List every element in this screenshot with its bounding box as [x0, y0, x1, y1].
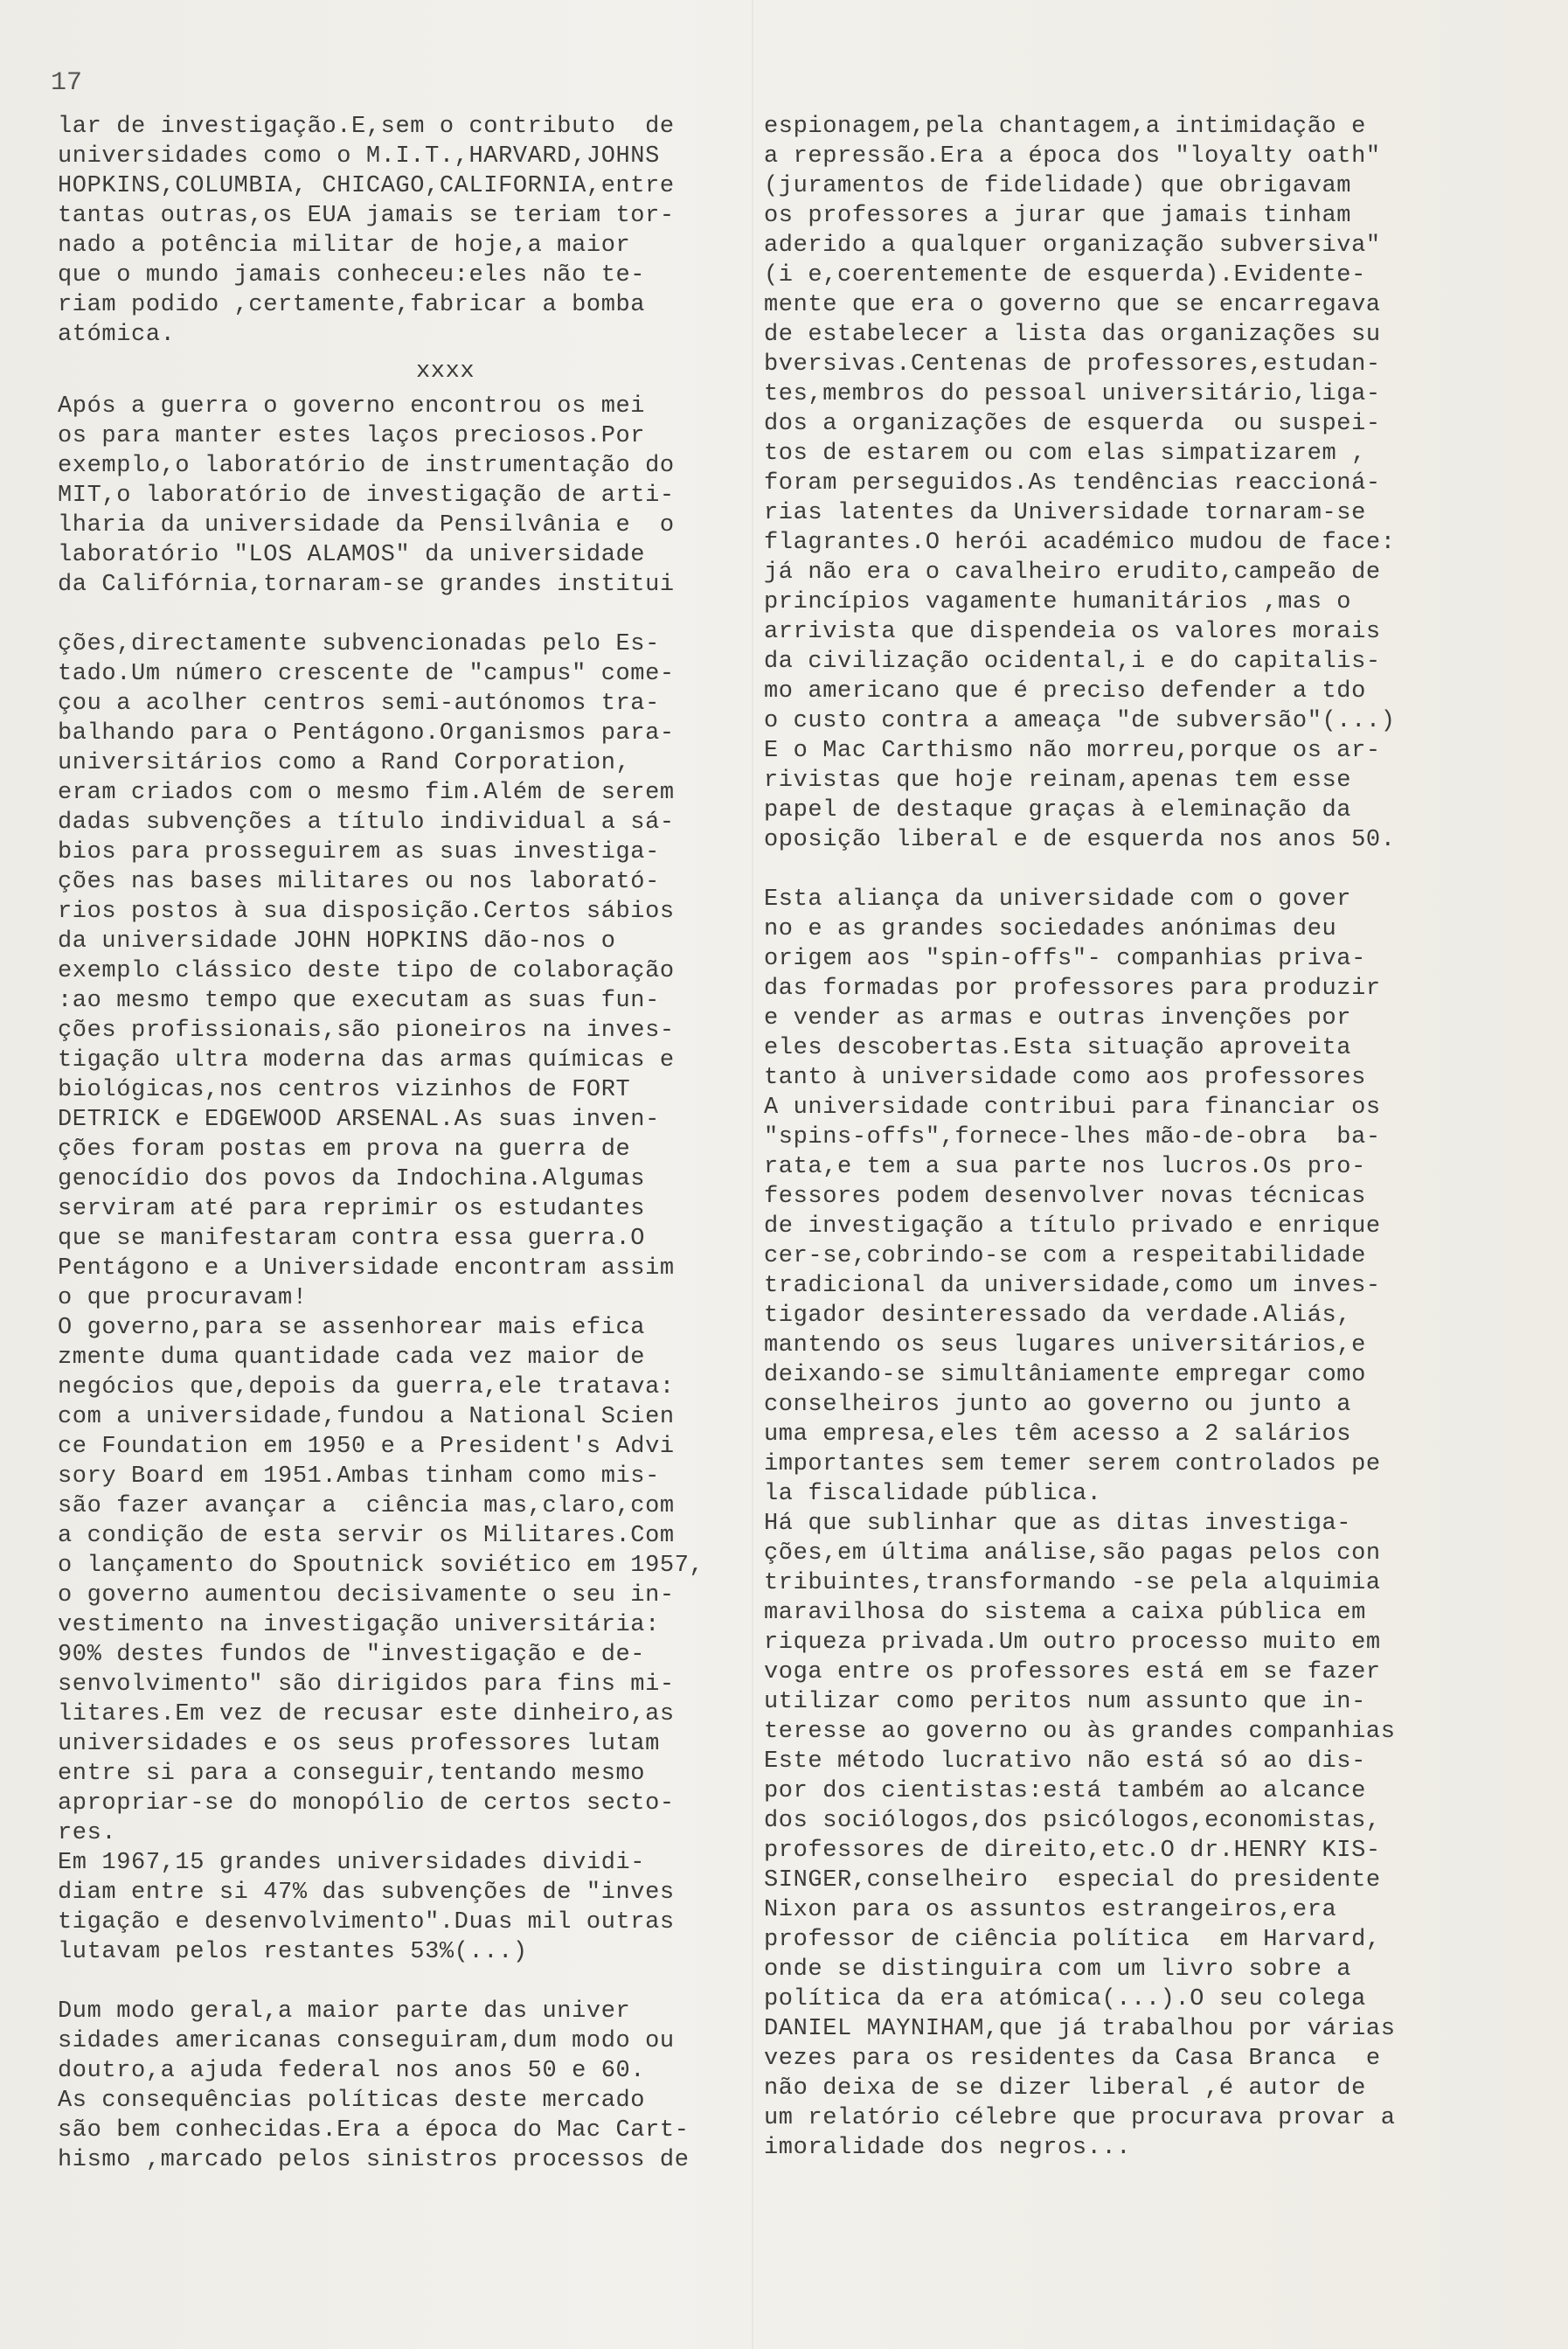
text-line: Em 1967,15 grandes universidades dividi- — [58, 1850, 646, 1876]
text-line: dos a organizações de esquerda ou suspei- — [764, 411, 1381, 437]
text-line: foram perseguidos.As tendências reaccioná- — [764, 470, 1381, 497]
text-line: "spins-offs",fornece-lhes mão-de-obra ba- — [764, 1124, 1381, 1150]
text-line: tigação ultra moderna das armas químicas e — [58, 1047, 675, 1074]
text-line: eram criados com o mesmo fim.Além de serem — [58, 780, 675, 806]
text-line: fessores podem desenvolver novas técnicas — [764, 1184, 1366, 1210]
text-line: lharia da universidade da Pensilvânia e o — [58, 512, 675, 539]
text-line: deixando-se simultâniamente empregar como — [764, 1362, 1366, 1388]
text-line: Nixon para os assuntos estrangeiros,era — [764, 1897, 1337, 1923]
text-line: que o mundo jamais conheceu:eles não te- — [58, 262, 646, 288]
text-line: da universidade JOHN HOPKINS dão-nos o — [58, 928, 616, 955]
text-line: SINGER,conselheiro especial do presidente — [764, 1867, 1381, 1894]
text-line: imoralidade dos negros... — [764, 2135, 1132, 2161]
text-line: dos sociólogos,dos psicólogos,economistas, — [764, 1808, 1381, 1834]
text-line: da Califórnia,tornaram-se grandes institui — [58, 572, 675, 598]
text-line: onde se distinguira com um livro sobre a — [764, 1956, 1352, 1983]
text-line: entre si para a conseguir,tentando mesmo — [58, 1761, 646, 1787]
text-line: tado.Um número crescente de "campus" come- — [58, 661, 675, 687]
text-line: zmente duma quantidade cada vez maior de — [58, 1345, 646, 1371]
text-line: ções foram postas em prova na guerra de — [58, 1136, 631, 1163]
text-line: ções profissionais,são pioneiros na inves- — [58, 1018, 675, 1044]
text-line: e vender as armas e outras invenções por — [764, 1005, 1352, 1032]
text-line: não deixa de se dizer liberal ,é autor de — [764, 2075, 1366, 2102]
text-line: oposição liberal e de esquerda nos anos 50. — [764, 827, 1396, 853]
text-line: o que procuravam! — [58, 1285, 308, 1311]
text-line: política da era atómica(...).O seu colega — [764, 1986, 1366, 2012]
text-line: biológicas,nos centros vizinhos de FORT — [58, 1077, 631, 1103]
text-line: de estabelecer a lista das organizações su — [764, 322, 1381, 348]
text-line: ções nas bases militares ou nos laborató- — [58, 869, 660, 895]
text-line: tigador desinteressado da verdade.Aliás, — [764, 1303, 1352, 1329]
text-line: o lançamento do Spoutnick soviético em 1957, — [58, 1553, 704, 1579]
text-line: tantas outras,os EUA jamais se teriam tor- — [58, 203, 675, 229]
text-line: são bem conhecidas.Era a época do Mac Cart- — [58, 2117, 690, 2144]
text-line: hismo ,marcado pelos sinistros processos de — [58, 2147, 690, 2173]
text-line: HOPKINS,COLUMBIA, CHICAGO,CALIFORNIA,entre — [58, 173, 675, 199]
text-line: vestimento na investigação universitária: — [58, 1612, 660, 1638]
text-line: a repressão.Era a época dos "loyalty oath" — [764, 143, 1381, 170]
text-line: flagrantes.O herói académico mudou de face: — [764, 530, 1396, 556]
left-column — [58, 112, 739, 2175]
text-line: lar de investigação.E,sem o contributo de — [58, 114, 675, 140]
text-line: conselheiros junto ao governo ou junto a — [764, 1392, 1352, 1418]
text-line: :ao mesmo tempo que executam as suas fun- — [58, 988, 660, 1014]
text-line: mantendo os seus lugares universitários,e — [764, 1332, 1366, 1359]
text-line: nado a potência militar de hoje,a maior — [58, 233, 631, 259]
text-line: tes,membros do pessoal universitário,liga- — [764, 381, 1381, 407]
text-line: os para manter estes laços preciosos.Por — [58, 423, 646, 449]
text-line: por dos cientistas:está também ao alcance — [764, 1778, 1366, 1804]
text-line: serviram até para reprimir os estudantes — [58, 1196, 646, 1222]
text-line: apropriar-se do monopólio de certos secto- — [58, 1790, 675, 1817]
text-line: o custo contra a ameaça "de subversão"(...) — [764, 708, 1396, 734]
text-line: aderido a qualquer organização subversiva" — [764, 233, 1381, 259]
text-line: doutro,a ajuda federal nos anos 50 e 60. — [58, 2058, 646, 2084]
text-line: riqueza privada.Um outro processo muito em — [764, 1630, 1381, 1656]
text-line: já não era o cavalheiro erudito,campeão de — [764, 559, 1381, 586]
text-line: tanto à universidade como aos professores — [764, 1065, 1366, 1091]
text-line: rata,e tem a sua parte nos lucros.Os pro- — [764, 1154, 1366, 1180]
text-line: arrivista que dispendeia os valores morais — [764, 619, 1381, 645]
text-line: balhando para o Pentágono.Organismos para- — [58, 720, 675, 747]
text-line: Há que sublinhar que as ditas investiga- — [764, 1511, 1352, 1537]
text-line: mente que era o governo que se encarregava — [764, 292, 1381, 318]
text-line: As consequências políticas deste mercado — [58, 2088, 646, 2114]
text-line: lutavam pelos restantes 53%(...) — [58, 1939, 528, 1965]
text-line: professor de ciência política em Harvard, — [764, 1927, 1381, 1953]
text-line: no e as grandes sociedades anónimas deu — [764, 916, 1337, 942]
text-line: A universidade contribui para financiar os — [764, 1095, 1381, 1121]
text-line: res. — [58, 1820, 117, 1846]
text-line: bversivas.Centenas de professores,estudan- — [764, 351, 1381, 378]
text-line: rivistas que hoje reinam,apenas tem esse — [764, 768, 1352, 794]
text-line: (i e,coerentemente de esquerda).Evidente- — [764, 262, 1366, 288]
text-line: uma empresa,eles têm acesso a 2 salários — [764, 1421, 1352, 1448]
text-line: ções,em última análise,são pagas pelos con — [764, 1540, 1381, 1567]
text-line: litares.Em vez de recusar este dinheiro,as — [58, 1701, 675, 1727]
text-line: a condição de esta servir os Militares.Com — [58, 1523, 675, 1549]
text-line: mo americano que é preciso defender a tdo — [764, 678, 1366, 705]
text-line: O governo,para se assenhorear mais efica — [58, 1315, 646, 1341]
text-line: utilizar como peritos num assunto que in- — [764, 1689, 1366, 1715]
text-line: tigação e desenvolvimento".Duas mil outras — [58, 1909, 675, 1935]
text-line: com a universidade,fundou a National Scien — [58, 1404, 675, 1430]
text-line: vezes para os residentes da Casa Branca e — [764, 2046, 1381, 2072]
text-line: universitários como a Rand Corporation, — [58, 750, 631, 776]
text-line: das formadas por professores para produzir — [764, 976, 1381, 1002]
text-line: princípios vagamente humanitários ,mas o — [764, 589, 1352, 615]
text-line: um relatório célebre que procurava provar a — [764, 2105, 1396, 2131]
text-line: da civilização ocidental,i e do capitalis- — [764, 649, 1381, 675]
text-line: tradicional da universidade,como um inves- — [764, 1273, 1381, 1299]
paragraph-gap — [764, 855, 1454, 885]
text-line: universidades e os seus professores lutam — [58, 1731, 660, 1757]
text-line: sidades americanas conseguiram,dum modo ou — [58, 2028, 675, 2054]
page-fold — [752, 0, 753, 2349]
text-line: Dum modo geral,a maior parte das univer — [58, 1998, 631, 2025]
text-line: riam podido ,certamente,fabricar a bomba — [58, 292, 646, 318]
text-line: espionagem,pela chantagem,a intimidação e — [764, 114, 1366, 140]
text-line: exemplo,o laboratório de instrumentação do — [58, 453, 675, 479]
text-line: çou a acolher centros semi-autónomos tra- — [58, 691, 660, 717]
text-line: dadas subvenções a título individual a sá- — [58, 810, 675, 836]
text-line: diam entre si 47% das subvenções de "inves — [58, 1880, 675, 1906]
text-line: E o Mac Carthismo não morreu,porque os ar- — [764, 738, 1381, 764]
text-line: professores de direito,etc.O dr.HENRY KIS- — [764, 1838, 1381, 1864]
text-line: tos de estarem ou com elas simpatizarem , — [764, 441, 1366, 467]
text-line: sory Board em 1951.Ambas tinham como mis- — [58, 1463, 660, 1490]
text-line: papel de destaque graças à eleminação da — [764, 797, 1352, 824]
text-line: genocídio dos povos da Indochina.Algumas — [58, 1166, 646, 1192]
text-line: que se manifestaram contra essa guerra.O — [58, 1226, 646, 1252]
text-line: Esta aliança da universidade com o gover — [764, 886, 1352, 913]
text-line: importantes sem temer serem controlados pe — [764, 1451, 1381, 1477]
page-number: 17 — [51, 68, 83, 98]
text-line: negócios que,depois da guerra,ele tratava: — [58, 1374, 675, 1400]
text-line: voga entre os professores está em se fazer — [764, 1659, 1381, 1685]
text-line: cer-se,cobrindo-se com a respeitabilidade — [764, 1243, 1366, 1269]
text-line: Pentágono e a Universidade encontram assim — [58, 1255, 675, 1282]
text-line: DANIEL MAYNIHAM,que já trabalhou por várias — [764, 2016, 1396, 2042]
text-line: tribuintes,transformando -se pela alquimia — [764, 1570, 1381, 1596]
text-line: (juramentos de fidelidade) que obrigavam — [764, 173, 1352, 199]
text-line: universidades como o M.I.T.,HARVARD,JOHNS — [58, 143, 660, 170]
text-line: Após a guerra o governo encontrou os mei — [58, 393, 646, 420]
text-line: ções,directamente subvencionadas pelo Es- — [58, 631, 660, 657]
text-line: laboratório "LOS ALAMOS" da universidade — [58, 542, 646, 568]
text-line: atómica. — [58, 322, 176, 348]
text-line: exemplo clássico deste tipo de colaboração — [58, 958, 675, 984]
text-line: rios postos à sua disposição.Certos sábios — [58, 899, 675, 925]
text-line: senvolvimento" são dirigidos para fins mi- — [58, 1671, 675, 1698]
right-column — [764, 112, 1454, 2163]
text-line: DETRICK e EDGEWOOD ARSENAL.As suas inven- — [58, 1107, 660, 1133]
text-line: eles descobertas.Esta situação aproveita — [764, 1035, 1352, 1061]
text-line: os professores a jurar que jamais tinham — [764, 203, 1352, 229]
text-line: Este método lucrativo não está só ao dis- — [764, 1748, 1366, 1775]
text-line: origem aos "spin-offs"- companhias priva- — [764, 946, 1366, 972]
paragraph-gap — [58, 600, 739, 629]
text-line: são fazer avançar a ciência mas,claro,com — [58, 1493, 675, 1519]
text-line: teresse ao governo ou às grandes companhias — [764, 1719, 1396, 1745]
text-line: de investigação a título privado e enrique — [764, 1213, 1381, 1240]
text-line: bios para prosseguirem as suas investiga- — [58, 839, 660, 865]
text-line: maravilhosa do sistema a caixa pública em — [764, 1600, 1366, 1626]
text-line: la fiscalidade pública. — [764, 1481, 1102, 1507]
paragraph-gap — [58, 1967, 739, 1997]
text-line: MIT,o laboratório de investigação de arti- — [58, 483, 675, 509]
text-line: rias latentes da Universidade tornaram-se — [764, 500, 1366, 526]
text-line: 90% destes fundos de "investigação e de- — [58, 1642, 646, 1668]
section-divider: xxxx — [416, 358, 475, 385]
text-line: ce Foundation em 1950 e a President's Advi — [58, 1434, 675, 1460]
text-line: o governo aumentou decisivamente o seu in- — [58, 1582, 675, 1609]
